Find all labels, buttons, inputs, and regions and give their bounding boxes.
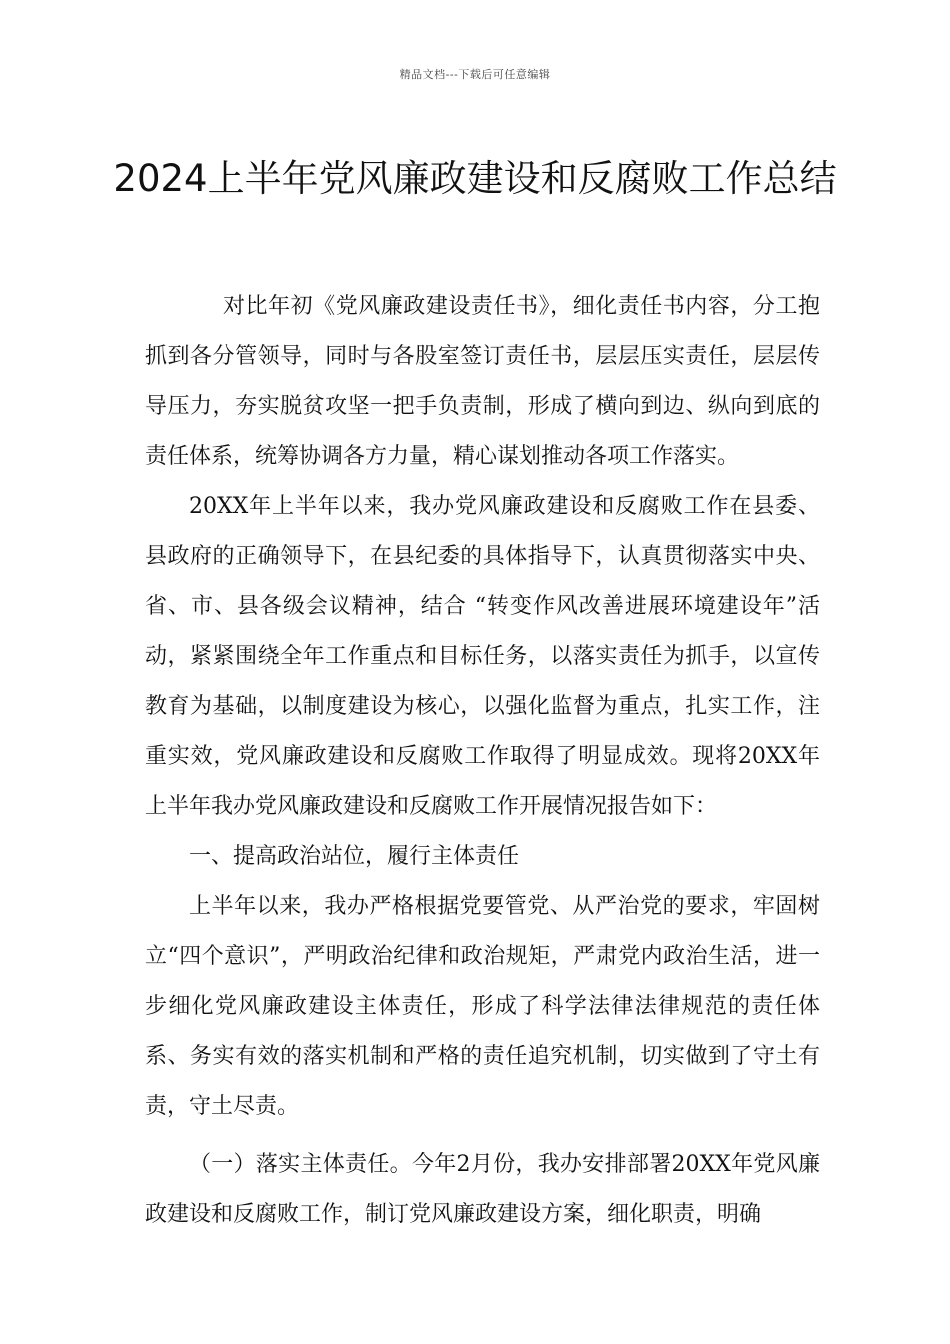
paragraph-intro: 对比年初《党风廉政建设责任书》，细化责任书内容，分工抱抓到各分管领导，同时与各股室签订责任书，层层压实责任，层层传导压力，夯实脱贫攻坚一把手负责制，形成了横向到边、纵向到底的责任体系，统筹协调各方力量，精心谋划推动各项工作落实。 <box>145 294 820 469</box>
paragraph-overview: 20XX年上半年以来，我办党风廉政建设和反腐败工作在县委、县政府的正确领导下，在县纪委的具体指导下，认真贯彻落实中央、省、市、县各级会议精神，结合 “转变作风改善进展环境建设年”活动，紧紧围绕全年工作重点和目标任务，以落实责任为抓手，以宣传教育为基础，以制度建设为核心，以强化监督为重点，扎实工作，注重实效，党风廉政建设和反腐败工作取得了明显成效。现将20XX年上半年我办党风廉政建设和反腐败工作开展情况报告如下： <box>145 494 820 819</box>
paragraph-section-1: 上半年以来，我办严格根据党要管党、从严治党的要求，牢固树立“四个意识”，严明政治纪律和政治规矩，严肃党内政治生活，进一步细化党风廉政建设主体责任，形成了科学法律法律规范的责任体系、务实有效的落实机制和严格的责任追究机制，切实做到了守土有责，守土尽责。 <box>145 894 820 1119</box>
paragraph-subsection-1: （一）落实主体责任。今年2月份，我办安排部署20XX年党风廉政建设和反腐败工作，制订党风廉政建设方案，细化职责，明确 <box>145 1152 820 1227</box>
document-body <box>145 282 820 1240</box>
header-note: 精品文档---下载后可任意编辑 <box>399 68 551 81</box>
document-title: 2024上半年党风廉政建设和反腐败工作总结 <box>113 156 837 200</box>
section-heading-1: 一、提高政治站位，履行主体责任 <box>189 844 520 869</box>
